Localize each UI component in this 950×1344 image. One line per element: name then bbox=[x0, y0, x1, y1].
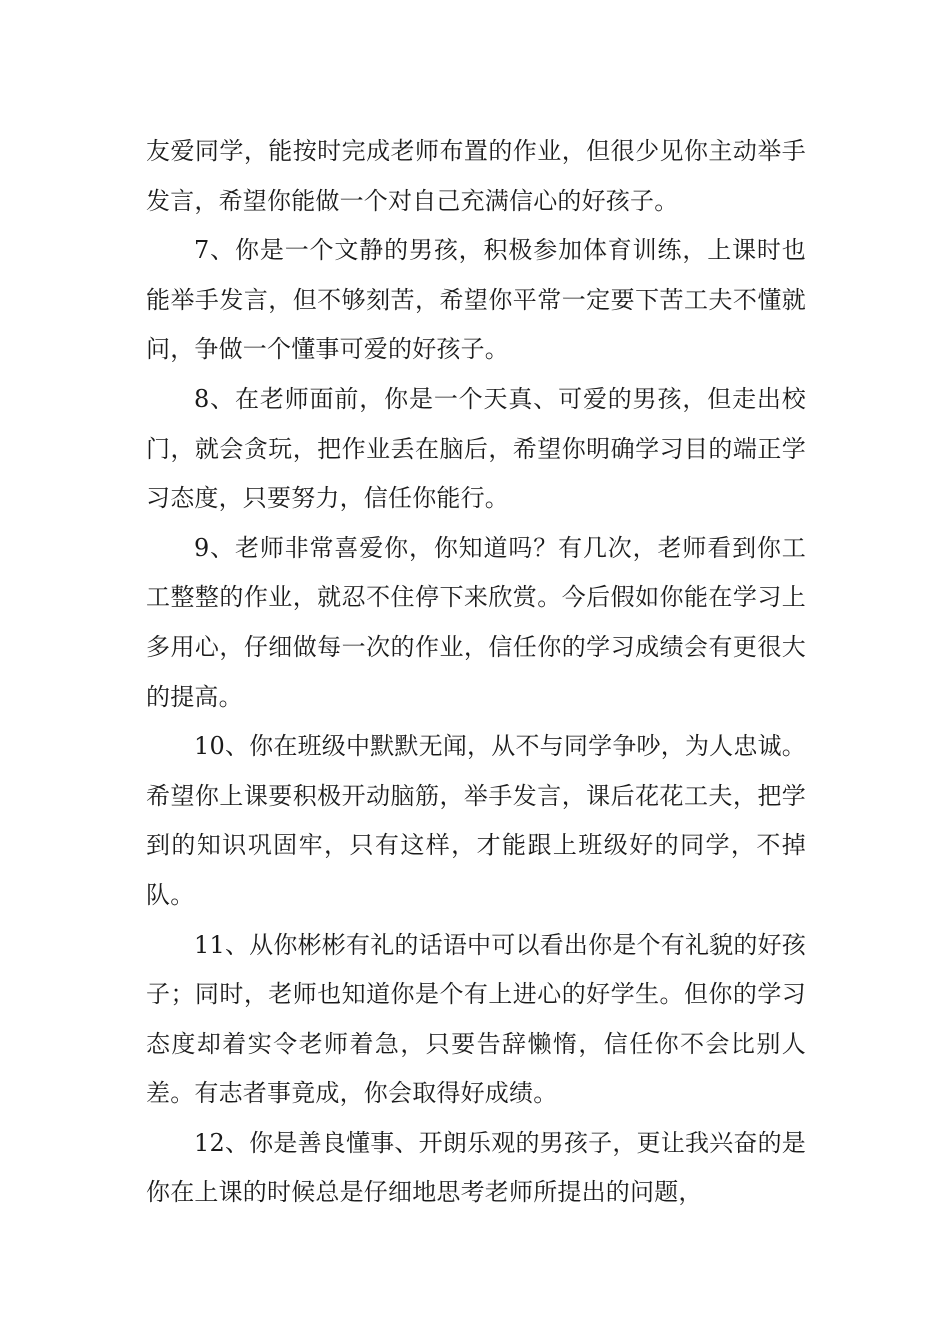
paragraph-9: 9、老师非常喜爱你，你知道吗？有几次，老师看到你工工整整的作业，就忍不住停下来欣赏。今后假如你能在学习上多用心，仔细做每一次的作业，信任你的学习成绩会有更很大的提高。 bbox=[146, 533, 806, 711]
paragraph-11: 11、从你彬彬有礼的话语中可以看出你是个有礼貌的好孩子；同时，老师也知道你是个有上进心的好学生。但你的学习态度却着实令老师着急，只要告辞懒惰，信任你不会比别人差。有志者事竟成，你会取得好成绩。 bbox=[146, 930, 806, 1108]
paragraph-continued: 友爱同学，能按时完成老师布置的作业，但很少见你主动举手发言，希望你能做一个对自己充满信心的好孩子。 bbox=[146, 137, 806, 215]
paragraph-8: 8、在老师面前，你是一个天真、可爱的男孩，但走出校门，就会贪玩，把作业丢在脑后，希望你明确学习目的端正学习态度，只要努力，信任你能行。 bbox=[146, 384, 806, 513]
document-body bbox=[146, 127, 806, 1218]
paragraph-10: 10、你在班级中默默无闻，从不与同学争吵，为人忠诚。希望你上课要积极开动脑筋，举手发言，课后花花工夫，把学到的知识巩固牢，只有这样，才能跟上班级好的同学，不掉队。 bbox=[146, 732, 806, 909]
paragraph-7: 7、你是一个文静的男孩，积极参加体育训练，上课时也能举手发言，但不够刻苦，希望你平常一定要下苦工夫不懂就问，争做一个懂事可爱的好孩子。 bbox=[146, 236, 806, 364]
paragraph-12: 12、你是善良懂事、开朗乐观的男孩子，更让我兴奋的是你在上课的时候总是仔细地思考老师所提出的问题， bbox=[146, 1128, 806, 1207]
